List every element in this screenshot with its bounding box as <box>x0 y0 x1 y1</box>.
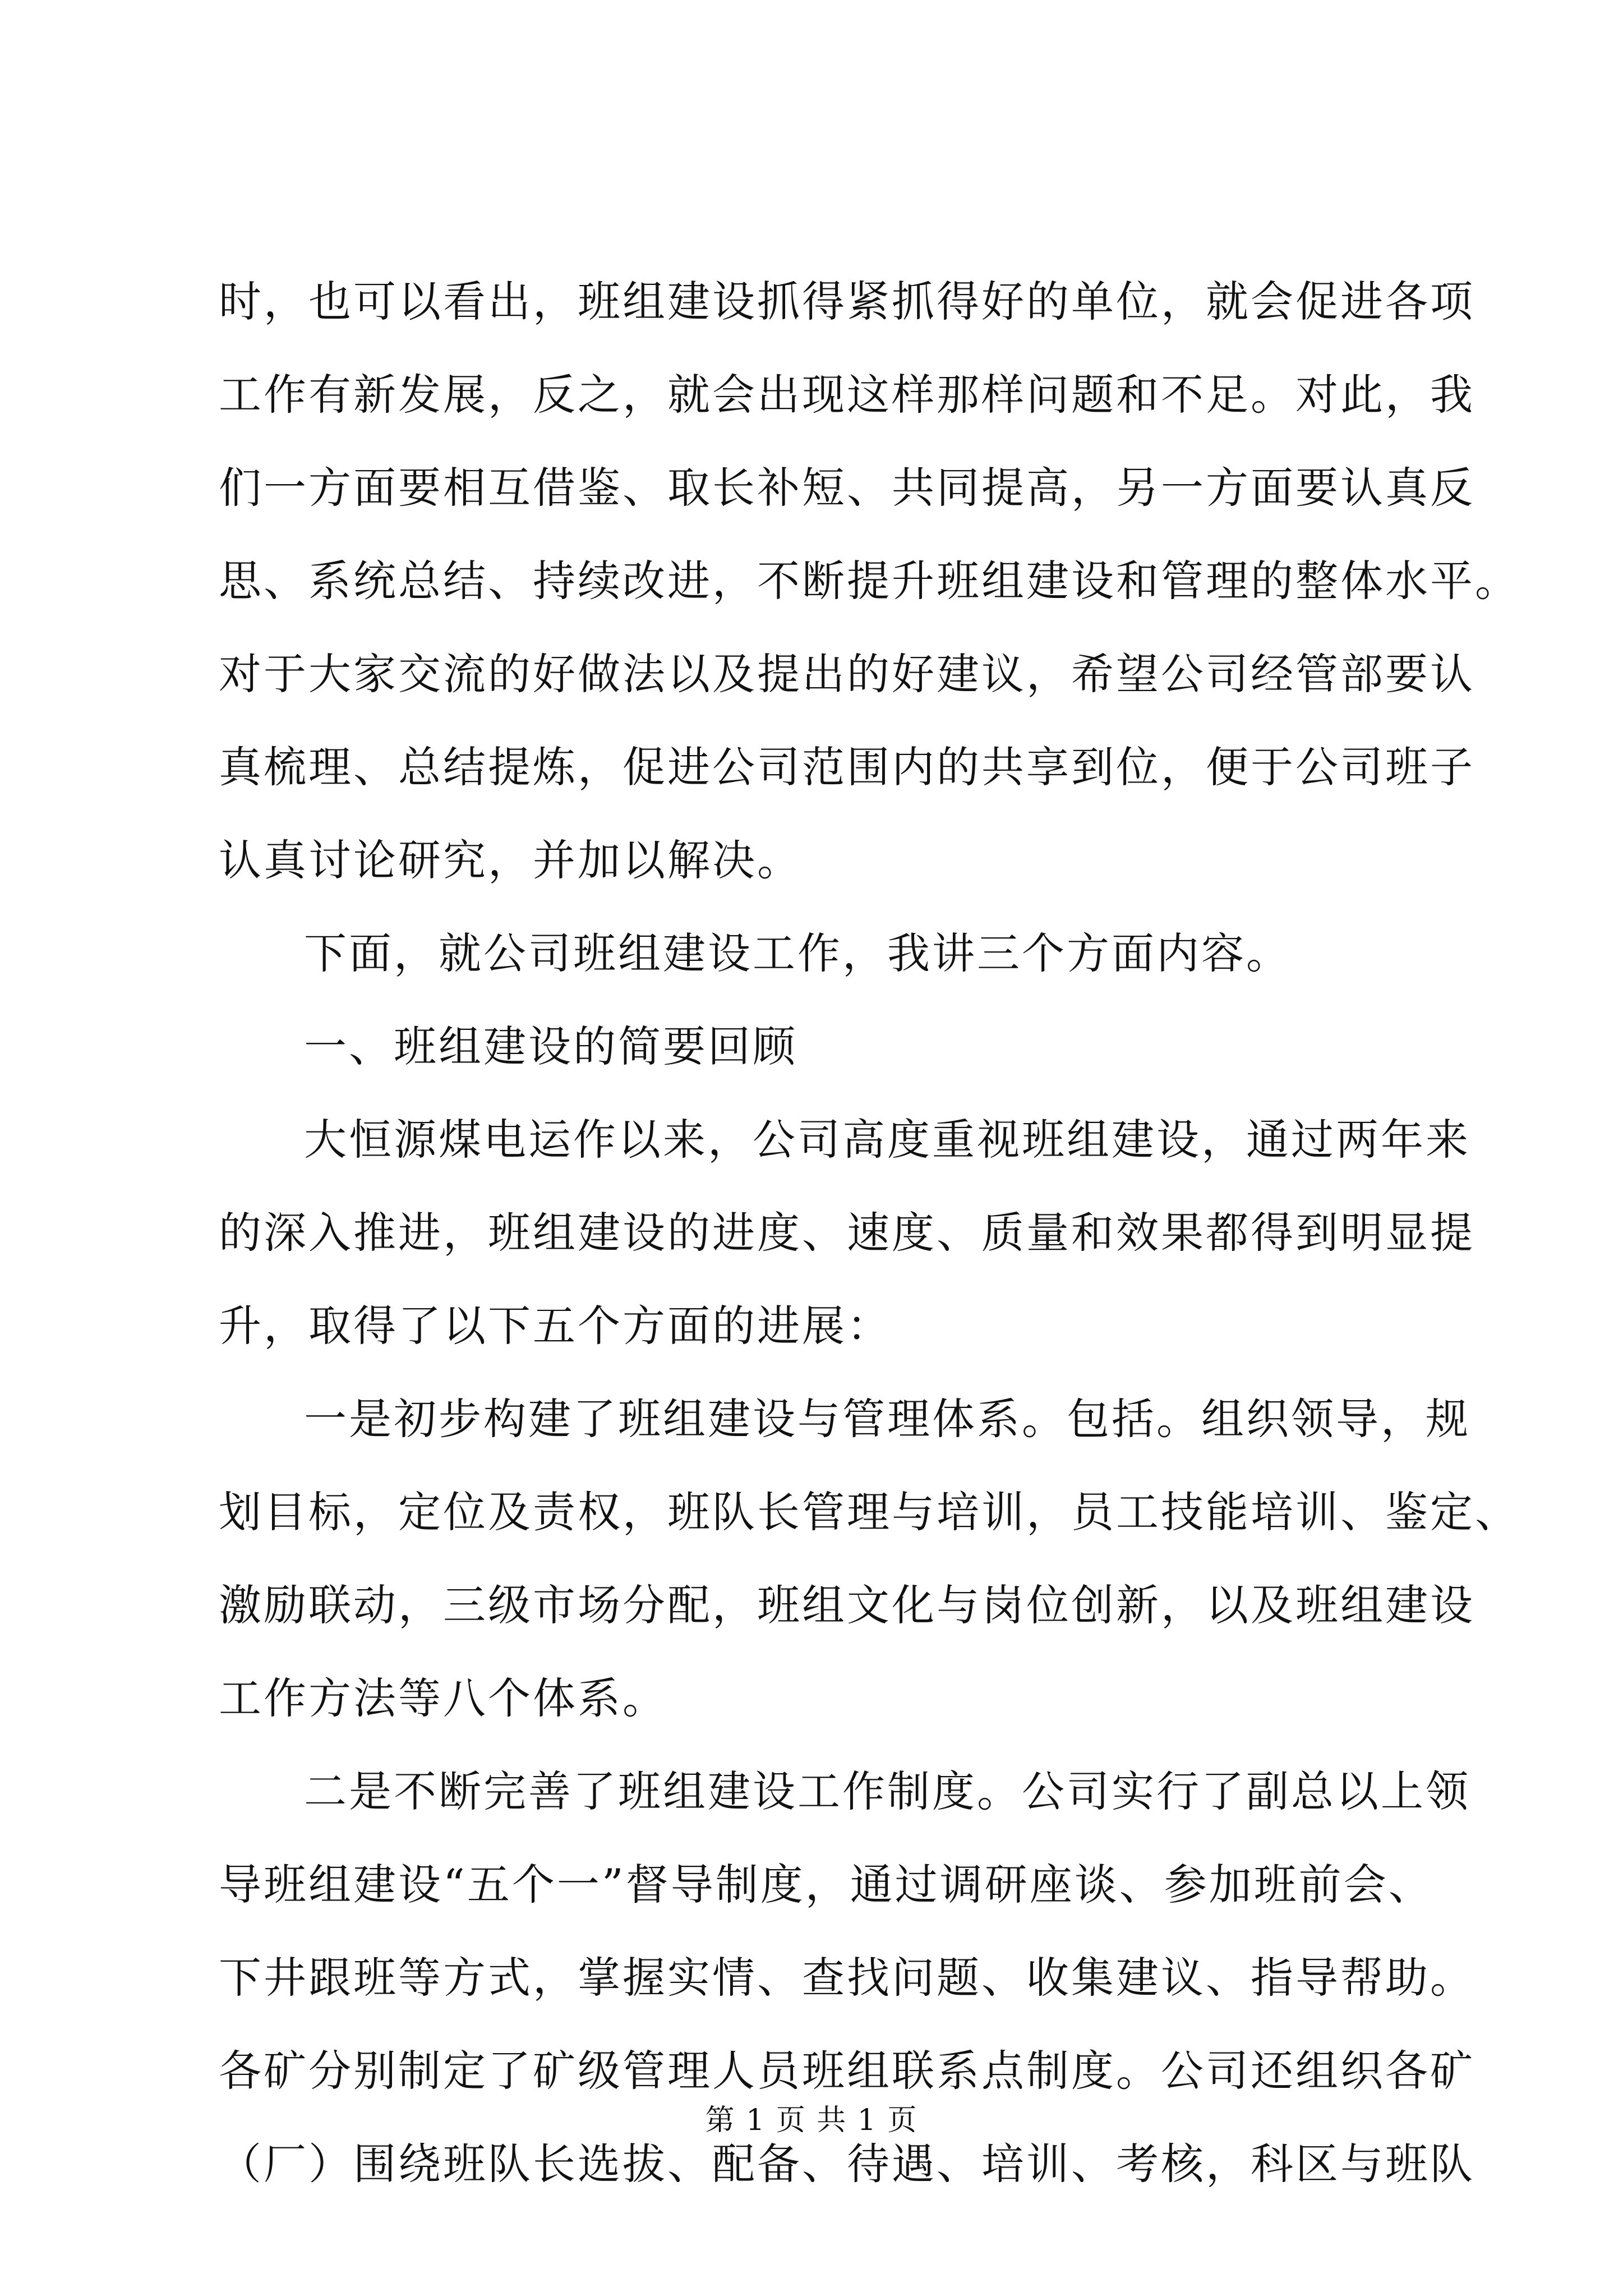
text-line: 激励联动，三级市场分配，班组文化与岗位创新，以及班组建设 <box>219 1580 1475 1630</box>
body-text <box>219 255 1520 2211</box>
text-line: （厂）围绕班队长选拔、配备、待遇、培训、考核，科区与班队 <box>219 2139 1475 2189</box>
text-line: 大恒源煤电运作以来，公司高度重视班组建设，通过两年来 <box>304 1115 1470 1165</box>
text-line: 划目标，定位及责权，班队长管理与培训，员工技能培训、鉴定、 <box>219 1487 1520 1537</box>
section-heading: 一、班组建设的简要回顾 <box>304 1022 797 1071</box>
text-line: 真梳理、总结提炼，促进公司范围内的共享到位，便于公司班子 <box>219 742 1475 792</box>
page-footer: 第 1 页 共 1 页 <box>705 2104 918 2137</box>
text-line: 下面，就公司班组建设工作，我讲三个方面内容。 <box>304 928 1291 978</box>
text-line: 一是初步构建了班组建设与管理体系。包括。组织领导，规 <box>304 1394 1470 1444</box>
text-line: 工作有新发展，反之，就会出现这样那样问题和不足。对此，我 <box>219 370 1475 420</box>
text-line: 导班组建设“五个一”督导制度，通过调研座谈、参加班前会、 <box>219 1860 1433 1910</box>
text-line: 对于大家交流的好做法以及提出的好建议，希望公司经管部要认 <box>219 649 1475 699</box>
text-line: 们一方面要相互借鉴、取长补短、共同提高，另一方面要认真反 <box>219 463 1475 513</box>
text-line: 升，取得了以下五个方面的进展： <box>219 1301 892 1351</box>
text-line: 工作方法等八个体系。 <box>219 1673 667 1723</box>
text-line: 各矿分别制定了矿级管理人员班组联系点制度。公司还组织各矿 <box>219 2046 1475 2096</box>
text-line: 下井跟班等方式，掌握实情、查找问题、收集建议、指导帮助。 <box>219 1953 1475 2003</box>
text-line: 认真讨论研究，并加以解决。 <box>219 835 802 885</box>
text-line: 思、系统总结、持续改进，不断提升班组建设和管理的整体水平。 <box>219 556 1520 606</box>
text-line: 的深入推进，班组建设的进度、速度、质量和效果都得到明显提 <box>219 1208 1475 1258</box>
text-line: 时，也可以看出，班组建设抓得紧抓得好的单位，就会促进各项 <box>219 277 1475 326</box>
text-line: 二是不断完善了班组建设工作制度。公司实行了副总以上领 <box>304 1766 1470 1816</box>
